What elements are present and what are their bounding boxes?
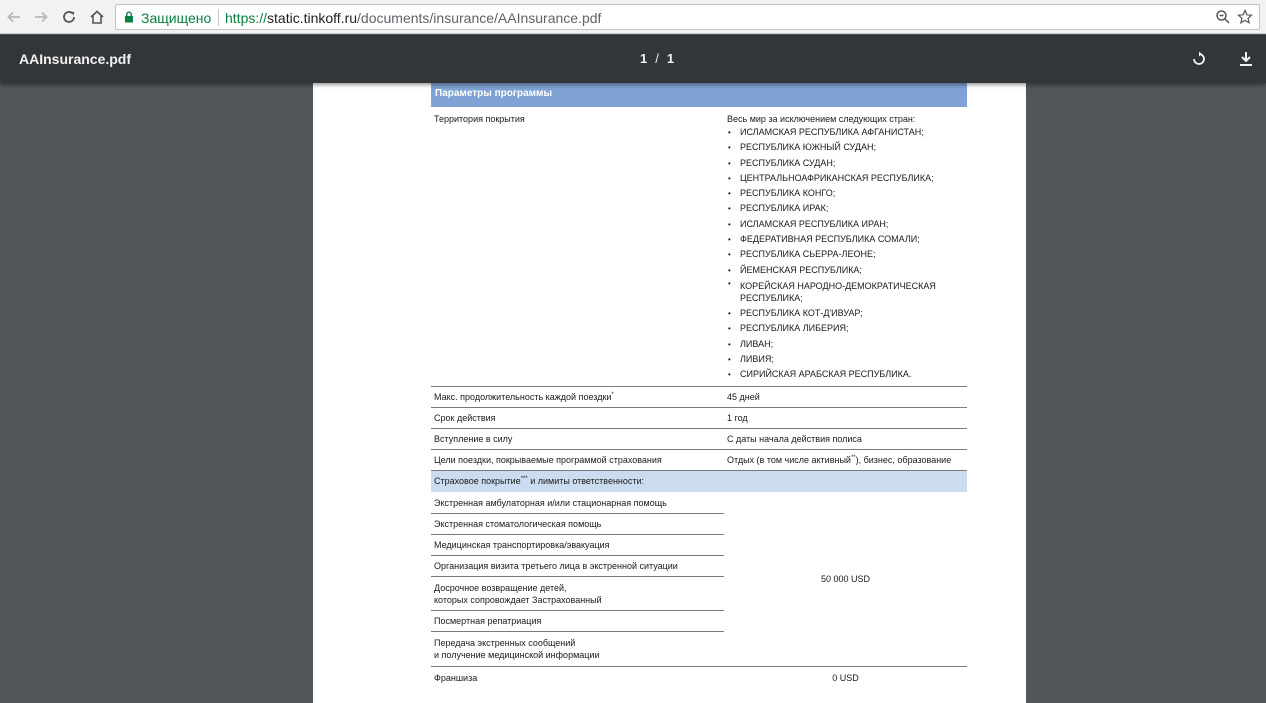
download-icon: [1238, 51, 1254, 67]
territory-intro: Весь мир за исключением следующих стран:: [727, 114, 916, 124]
franchise-label: Франшиза: [434, 673, 478, 683]
url-text[interactable]: [225, 10, 601, 26]
pdf-title: AAInsurance.pdf: [19, 51, 132, 67]
home-icon: [89, 9, 105, 25]
table-row: [431, 408, 967, 429]
list-item: • ФЕДЕРАТИВНАЯ РЕСПУБЛИКА СОМАЛИ;: [727, 232, 964, 247]
coverage-header: [431, 471, 967, 492]
section-title: Параметры программы: [431, 83, 967, 107]
territory-value: [724, 114, 967, 386]
coverage-title-end: и лимиты ответственности:: [527, 476, 645, 486]
reload-icon: [61, 9, 77, 25]
address-bar[interactable]: [115, 4, 1260, 30]
table-row: [431, 429, 967, 450]
list-item: • РЕСПУБЛИКА ЮЖНЫЙ СУДАН;: [727, 140, 964, 155]
download-button[interactable]: [1235, 48, 1257, 70]
reload-button[interactable]: [57, 5, 81, 29]
footnote-mark: **: [850, 455, 856, 461]
effective-label: Вступление в силу: [434, 434, 513, 444]
table-row: [431, 387, 967, 408]
omnibox-divider: [218, 9, 219, 26]
list-item: • ЛИВАН;: [727, 337, 964, 352]
footnote-mark: *: [611, 392, 614, 398]
excluded-countries-list: [727, 125, 964, 382]
list-item: • ЙЕМЕНСКАЯ РЕСПУБЛИКА;: [727, 263, 964, 278]
validity-value: 1 год: [727, 413, 748, 423]
list-item: • РЕСПУБЛИКА КОНГО;: [727, 186, 964, 201]
zoom-icon[interactable]: [1215, 9, 1231, 25]
page-separator: /: [655, 51, 659, 66]
url-path: /documents/insurance/AAInsurance.pdf: [357, 10, 602, 26]
purposes-value: [724, 455, 967, 465]
coverage-item: Передача экстренных сообщений и получение медицинской информации: [434, 638, 600, 660]
pdf-toolbar: [0, 35, 1266, 83]
list-item: • РЕСПУБЛИКА СЬЕРРА-ЛЕОНЕ;: [727, 247, 964, 262]
coverage-item: Экстренная стоматологическая помощь: [431, 514, 724, 535]
document-table: [431, 83, 967, 689]
list-item: • РЕСПУБЛИКА СУДАН;: [727, 156, 964, 171]
coverage-block: [431, 492, 967, 667]
list-item: • РЕСПУБЛИКА ЛИБЕРИЯ;: [727, 321, 964, 336]
list-item: • ИСЛАМСКАЯ РЕСПУБЛИКА АФГАНИСТАН;: [727, 125, 964, 140]
home-button[interactable]: [85, 5, 109, 29]
list-item: • ЦЕНТРАЛЬНОАФРИКАНСКАЯ РЕСПУБЛИКА;: [727, 171, 964, 186]
rotate-icon: [1190, 50, 1208, 68]
coverage-items: [431, 492, 724, 666]
forward-arrow-icon: [33, 9, 49, 25]
back-button[interactable]: [2, 5, 26, 29]
bookmark-star-icon[interactable]: [1237, 9, 1253, 25]
purposes-text-tail: ), бизнес, образование: [855, 455, 952, 465]
url-scheme: https://: [225, 10, 268, 26]
territory-label: Территория покрытия: [434, 114, 525, 124]
purposes-text: Отдых (в том числе активный: [727, 455, 851, 465]
url-host: static.tinkoff.ru: [267, 10, 358, 26]
list-item: • РЕСПУБЛИКА КОТ-Д'ИВУАР;: [727, 306, 964, 321]
pdf-page: [313, 83, 1026, 703]
coverage-item: Посмертная репатриация: [431, 611, 724, 632]
coverage-limit: 50 000 USD: [820, 574, 871, 584]
max-duration-label: [431, 392, 724, 402]
list-item: • ИСЛАМСКАЯ РЕСПУБЛИКА ИРАН;: [727, 217, 964, 232]
max-duration-text: Макс. продолжительность каждой поездки: [434, 392, 612, 402]
purposes-label: Цели поездки, покрываемые программой страхования: [434, 455, 662, 465]
rotate-button[interactable]: [1188, 48, 1210, 70]
max-duration-value: 45 дней: [727, 392, 760, 402]
footnote-mark: ***: [520, 476, 528, 482]
browser-toolbar: [0, 0, 1266, 34]
territory-row: [431, 107, 967, 387]
page-indicator: [640, 51, 674, 66]
forward-button[interactable]: [29, 5, 53, 29]
current-page[interactable]: 1: [640, 51, 648, 66]
list-item: • ЛИВИЯ;: [727, 352, 964, 367]
lock-icon: [124, 11, 134, 23]
coverage-item: Медицинская транспортировка/эвакуация: [431, 535, 724, 556]
list-item: • СИРИЙСКАЯ АРАБСКАЯ РЕСПУБЛИКА.: [727, 367, 964, 382]
list-item: • КОРЕЙСКАЯ НАРОДНО-ДЕМОКРАТИЧЕСКАЯ РЕСПУБЛИКА;: [727, 278, 964, 306]
effective-value: С даты начала действия полиса: [727, 434, 862, 444]
table-row: [431, 450, 967, 471]
franchise-row: [431, 667, 967, 689]
total-pages: 1: [666, 51, 675, 66]
list-item: • РЕСПУБЛИКА ИРАК;: [727, 201, 964, 216]
back-arrow-icon: [6, 9, 22, 25]
secure-label[interactable]: Защищено: [141, 10, 212, 26]
franchise-value: 0 USD: [832, 673, 859, 683]
coverage-item: Экстренная амбулаторная и/или стационарная помощь: [431, 492, 724, 514]
coverage-item: Досрочное возвращение детей, которых сопровождает Застрахованный: [431, 577, 724, 611]
validity-label: Срок действия: [434, 413, 496, 423]
coverage-title: Страховое покрытие: [434, 476, 521, 486]
coverage-item: Организация визита третьего лица в экстренной ситуации: [431, 556, 724, 577]
